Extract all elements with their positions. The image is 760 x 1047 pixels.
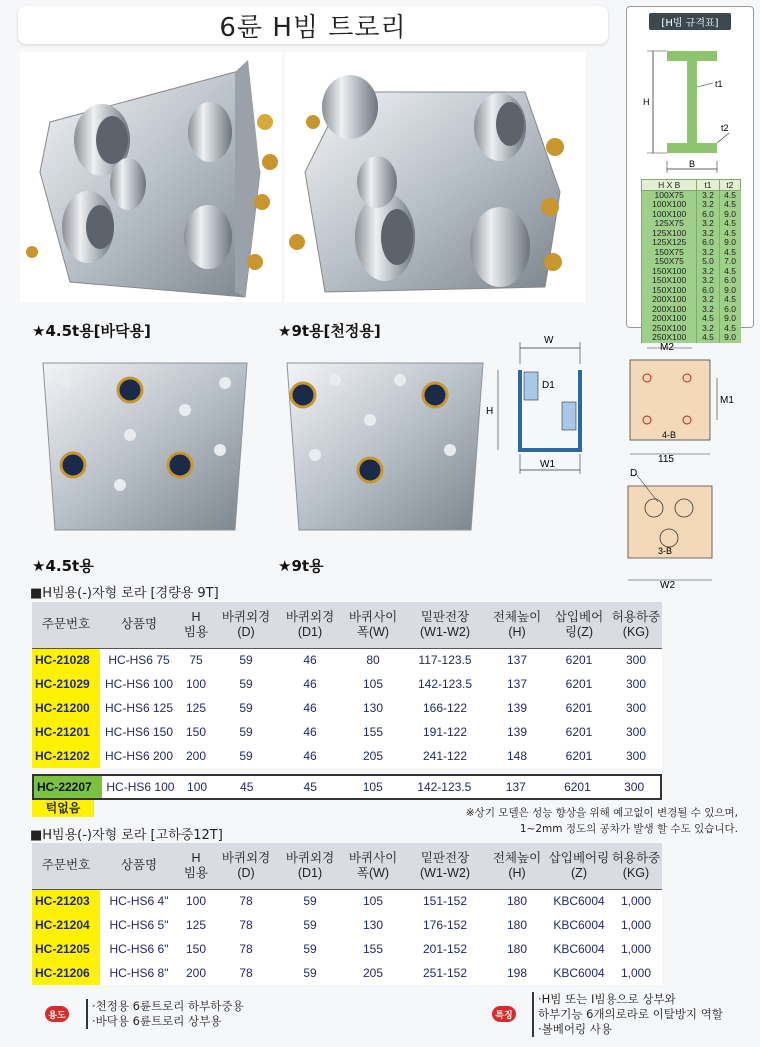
table-cell: 59 bbox=[239, 677, 253, 691]
table-cell: 59 bbox=[239, 749, 253, 763]
table-cell: 139 bbox=[506, 725, 528, 739]
table-cell: 46 bbox=[303, 749, 317, 763]
spec-cell: 3.2 bbox=[697, 229, 719, 239]
table1-note bbox=[466, 805, 738, 837]
table-cell: 201-152 bbox=[422, 942, 468, 956]
spec-cell: 4.5 bbox=[697, 314, 719, 324]
table-cell: 78 bbox=[239, 966, 253, 980]
spec-cell: 7.0 bbox=[719, 257, 740, 267]
table-cell: 251-152 bbox=[422, 966, 468, 980]
table-cell: 45 bbox=[303, 780, 317, 794]
table-cell: 59 bbox=[239, 653, 253, 668]
feature-badge: 특징 bbox=[492, 1006, 516, 1022]
page-title: 6륜 H빔 트로리 bbox=[219, 12, 407, 43]
table-cell: 300 bbox=[624, 780, 645, 794]
spec-cell: 200X100 bbox=[642, 314, 697, 324]
dim-label-d: D bbox=[630, 468, 638, 479]
column-header-line: (KG) bbox=[622, 865, 650, 880]
table-cell: 150 bbox=[185, 725, 207, 739]
table-row bbox=[32, 961, 662, 985]
table-cell: HC-HS6 75 bbox=[108, 653, 170, 668]
dim-label-h: H bbox=[486, 406, 494, 417]
table-cell: 1,000 bbox=[620, 942, 652, 956]
table-cell: 6201 bbox=[565, 677, 593, 691]
column-header-line: (W1-W2) bbox=[420, 865, 470, 880]
plate-dimension-diagram bbox=[612, 340, 747, 465]
column-header-line: 전체높이 bbox=[492, 850, 542, 865]
column-header bbox=[100, 602, 178, 648]
table-cell: 205 bbox=[362, 966, 384, 980]
order-number: HC-21201 bbox=[32, 720, 100, 744]
column-header bbox=[278, 602, 342, 648]
column-header-line: 상품명 bbox=[120, 617, 158, 632]
table-cell: 151-152 bbox=[422, 894, 468, 909]
spec-cell: 125X75 bbox=[642, 219, 697, 229]
h-beam-spec-table bbox=[641, 179, 741, 343]
table-cell: 300 bbox=[625, 701, 647, 715]
dim-label-w1: W1 bbox=[540, 459, 555, 470]
usage-line-2: ·바닥용 6륜트로리 상부용 bbox=[92, 1014, 222, 1028]
side-dimension-diagram bbox=[480, 330, 608, 475]
order-number: HC-21202 bbox=[32, 744, 100, 768]
table-cell: 198 bbox=[506, 966, 528, 980]
spec-cell: 100X100 bbox=[642, 210, 697, 220]
caption-plate-9t: ★9t용 bbox=[278, 557, 324, 575]
table-cell: HC-HS6 100 bbox=[104, 677, 174, 691]
table-cell: 176-152 bbox=[422, 918, 468, 932]
special-row-wrap bbox=[32, 774, 662, 800]
table-cell: 191-122 bbox=[422, 725, 468, 739]
column-header bbox=[342, 602, 404, 648]
table-cell: 59 bbox=[239, 725, 253, 739]
column-header-line: 밑판전장 bbox=[420, 609, 470, 624]
spec-cell: 150X75 bbox=[642, 248, 697, 258]
order-number: HC-21200 bbox=[32, 696, 100, 720]
table-cell: 300 bbox=[625, 749, 647, 763]
table-cell: 200 bbox=[185, 749, 207, 763]
table-cell: 130 bbox=[362, 701, 384, 715]
column-header-line: 주문번호 bbox=[41, 617, 91, 632]
column-header-line: (D1) bbox=[297, 865, 323, 880]
table-cell: 142-123.5 bbox=[417, 677, 473, 691]
column-header-line: 전체높이 bbox=[492, 609, 542, 624]
table-cell: 125 bbox=[185, 918, 207, 932]
spec-cell: 100X75 bbox=[642, 191, 697, 201]
column-header-line: 링(Z) bbox=[564, 624, 594, 639]
table-cell: KBC6004 bbox=[553, 942, 605, 956]
h-beam-section-icon bbox=[633, 37, 749, 177]
spec-column-header: H X B bbox=[642, 180, 697, 191]
spec-cell: 125X125 bbox=[642, 238, 697, 248]
plate2-dimension-diagram bbox=[614, 468, 744, 590]
usage-line-1: ·천정용 6륜트로리 하부하중용 bbox=[92, 999, 244, 1013]
column-header bbox=[610, 843, 662, 889]
column-header bbox=[178, 843, 214, 889]
spec-cell: 9.0 bbox=[719, 210, 740, 220]
spec-cell: 250X100 bbox=[642, 324, 697, 334]
dim-label-3b: 3-B bbox=[658, 546, 673, 556]
feature-line-2: 하부기능 6개의로라로 이탈방지 역할 bbox=[538, 1007, 723, 1021]
order-number: HC-21206 bbox=[32, 961, 100, 985]
spec-cell: 3.2 bbox=[697, 248, 719, 258]
table-cell: 75 bbox=[189, 653, 203, 668]
table-cell: 180 bbox=[506, 894, 528, 909]
product-photo-ceiling bbox=[285, 52, 585, 302]
table-cell: HC-HS6 100 bbox=[106, 780, 175, 794]
table-row bbox=[32, 913, 662, 937]
table-cell: 105 bbox=[362, 677, 384, 691]
column-header-line: (D1) bbox=[297, 624, 323, 639]
spec-cell: 4.5 bbox=[719, 295, 740, 305]
product-photo-floor bbox=[20, 52, 282, 302]
spec-cell: 3.2 bbox=[697, 305, 719, 315]
spec-cell: 3.2 bbox=[697, 267, 719, 277]
table-row bbox=[32, 696, 662, 720]
feature-line-3: ·볼베어링 사용 bbox=[538, 1022, 612, 1036]
spec-label-h: H bbox=[643, 97, 650, 107]
table-row bbox=[32, 720, 662, 744]
table-cell: 155 bbox=[362, 725, 384, 739]
plate-photo-9t bbox=[275, 355, 495, 535]
note-line-1: ※상기 모델은 성능 향상을 위해 예고없이 변경될 수 있으며, bbox=[465, 807, 738, 819]
table-cell: 59 bbox=[303, 918, 317, 932]
table-cell: 300 bbox=[625, 725, 647, 739]
column-header-line: 바퀴사이 bbox=[348, 609, 398, 624]
table-cell: 139 bbox=[506, 701, 528, 715]
table-cell: HC-HS6 150 bbox=[104, 725, 174, 739]
column-header bbox=[404, 602, 486, 648]
table-cell: 142-123.5 bbox=[417, 780, 472, 794]
table-cell: 78 bbox=[239, 918, 253, 932]
table-cell: 6201 bbox=[565, 653, 593, 668]
heavy-duty-roller-table bbox=[32, 843, 662, 985]
table-cell: 150 bbox=[185, 942, 207, 956]
spec-cell: 3.2 bbox=[697, 191, 719, 201]
column-header-line: 빔용 bbox=[183, 624, 209, 639]
table-cell: 80 bbox=[366, 653, 380, 668]
column-header-line: (D) bbox=[237, 624, 255, 639]
column-header-line: 삽입베어 bbox=[554, 609, 604, 624]
no-lip-label: 턱없음 bbox=[32, 800, 94, 817]
table-cell: 130 bbox=[362, 918, 384, 932]
dim-label-m2: M2 bbox=[660, 342, 674, 353]
feature-text bbox=[532, 992, 723, 1037]
column-header-line: (H) bbox=[508, 624, 526, 639]
spec-cell: 4.5 bbox=[697, 333, 719, 343]
table-cell: 46 bbox=[303, 653, 317, 668]
table-cell: KBC6004 bbox=[553, 894, 605, 909]
table-cell: 105 bbox=[362, 780, 383, 794]
column-header-line: (H) bbox=[508, 865, 526, 880]
spec-cell: 150X75 bbox=[642, 257, 697, 267]
plate-photo-45t bbox=[35, 355, 255, 535]
spec-cell: 5.0 bbox=[697, 257, 719, 267]
column-header bbox=[548, 602, 610, 648]
spec-label-t1: t1 bbox=[715, 79, 723, 89]
table-cell: 78 bbox=[239, 942, 253, 956]
table-cell: 205 bbox=[362, 749, 384, 763]
column-header-line: 주문번호 bbox=[41, 858, 91, 873]
column-header-line: 밑판전장 bbox=[420, 850, 470, 865]
column-header-line: (KG) bbox=[622, 624, 650, 639]
spec-cell: 200X100 bbox=[642, 305, 697, 315]
column-header-line: 상품명 bbox=[120, 858, 158, 873]
column-header bbox=[32, 843, 100, 889]
column-header bbox=[486, 602, 548, 648]
table-row bbox=[34, 776, 660, 798]
table-cell: HC-HS6 5" bbox=[109, 918, 169, 932]
spec-cell: 150X100 bbox=[642, 276, 697, 286]
column-header bbox=[100, 843, 178, 889]
table-cell: 78 bbox=[239, 894, 253, 909]
column-header-line: 폭(W) bbox=[356, 624, 390, 639]
order-number: HC-21203 bbox=[32, 889, 100, 913]
table-cell: KBC6004 bbox=[553, 966, 605, 980]
table-cell: KBC6004 bbox=[553, 918, 605, 932]
table-cell: 148 bbox=[506, 749, 528, 763]
spec-cell: 9.0 bbox=[719, 314, 740, 324]
column-header bbox=[214, 843, 278, 889]
table-cell: 300 bbox=[625, 653, 647, 668]
spec-cell: 4.5 bbox=[719, 219, 740, 229]
column-header bbox=[178, 602, 214, 648]
column-header-line: 바퀴외경 bbox=[285, 609, 335, 624]
note-line-2: 1~2mm 정도의 공차가 발생 할 수도 있습니다. bbox=[519, 823, 738, 835]
column-header-line: H bbox=[191, 609, 201, 624]
spec-cell: 4.5 bbox=[719, 229, 740, 239]
table-cell: 100 bbox=[187, 780, 208, 794]
column-header-line: 허용하중 bbox=[611, 850, 661, 865]
spec-cell: 3.2 bbox=[697, 276, 719, 286]
table-cell: 105 bbox=[362, 894, 384, 909]
column-header-line: (W1-W2) bbox=[420, 624, 470, 639]
spec-label-b: B bbox=[689, 159, 696, 169]
spec-cell: 125X100 bbox=[642, 229, 697, 239]
spec-cell: 6.0 bbox=[719, 305, 740, 315]
table-cell: HC-HS6 125 bbox=[104, 701, 174, 715]
table-cell: 59 bbox=[303, 894, 317, 909]
light-duty-roller-table bbox=[32, 602, 662, 768]
table-cell: HC-HS6 200 bbox=[104, 749, 174, 763]
table-row bbox=[32, 672, 662, 696]
table-cell: 125 bbox=[185, 701, 207, 715]
spec-cell: 6.0 bbox=[697, 286, 719, 296]
order-number: HC-21204 bbox=[32, 913, 100, 937]
spec-cell: 6.0 bbox=[719, 276, 740, 286]
table-cell: 59 bbox=[239, 701, 253, 715]
table-cell: 46 bbox=[303, 725, 317, 739]
caption-plate-45t: ★4.5t용 bbox=[32, 557, 94, 575]
table-cell: 180 bbox=[506, 942, 528, 956]
column-header-line: 바퀴외경 bbox=[221, 609, 271, 624]
table-cell: 1,000 bbox=[620, 894, 652, 909]
spec-label-t2: t2 bbox=[721, 123, 729, 133]
caption-floor-type: ★4.5t용[바닥용] bbox=[32, 322, 151, 340]
spec-cell: 9.0 bbox=[719, 238, 740, 248]
order-number: HC-21029 bbox=[32, 672, 100, 696]
table-cell: HC-HS6 4" bbox=[109, 894, 169, 909]
table-cell: 46 bbox=[303, 701, 317, 715]
spec-column-header: t2 bbox=[719, 180, 740, 191]
table-cell: 117-123.5 bbox=[418, 653, 472, 668]
table-cell: 6201 bbox=[565, 701, 593, 715]
page-title-bar bbox=[18, 6, 608, 44]
spec-cell: 9.0 bbox=[719, 286, 740, 296]
column-header-line: (Z) bbox=[571, 865, 587, 880]
spec-cell: 9.0 bbox=[719, 333, 740, 343]
spec-cell: 3.2 bbox=[697, 324, 719, 334]
h-beam-spec-panel bbox=[626, 6, 754, 343]
table-cell: 155 bbox=[362, 942, 384, 956]
spec-cell: 4.5 bbox=[719, 191, 740, 201]
usage-badge: 용도 bbox=[45, 1006, 69, 1022]
column-header-line: (D) bbox=[237, 865, 255, 880]
column-header-line: H bbox=[191, 850, 201, 865]
table-cell: HC-HS6 8" bbox=[109, 966, 169, 980]
column-header bbox=[278, 843, 342, 889]
spec-cell: 3.2 bbox=[697, 295, 719, 305]
table-cell: 1,000 bbox=[620, 966, 652, 980]
table-cell: 1,000 bbox=[620, 918, 652, 932]
table2-title: ■H빔용(-)자형 로라 [고하중12T] bbox=[30, 828, 223, 843]
table-cell: 59 bbox=[303, 966, 317, 980]
table-cell: 166-122 bbox=[422, 701, 468, 715]
dim-label-4b: 4-B bbox=[662, 430, 677, 440]
spec-cell: 100X100 bbox=[642, 200, 697, 210]
dim-label-115: 115 bbox=[658, 454, 674, 465]
table-cell: 59 bbox=[303, 942, 317, 956]
table-cell: 300 bbox=[625, 677, 647, 691]
dim-label-d1: D1 bbox=[542, 380, 555, 391]
spec-cell: 150X100 bbox=[642, 267, 697, 277]
spec-cell: 200X100 bbox=[642, 295, 697, 305]
spec-cell: 3.2 bbox=[697, 200, 719, 210]
table-cell: 137 bbox=[506, 653, 528, 668]
table-cell: HC-HS6 6" bbox=[109, 942, 169, 956]
order-number: HC-21028 bbox=[32, 648, 100, 672]
table-cell: 180 bbox=[506, 918, 528, 932]
table-cell: 6201 bbox=[564, 780, 591, 794]
spec-cell: 6.0 bbox=[697, 238, 719, 248]
caption-ceiling-type: ★9t용[천정용] bbox=[278, 322, 381, 340]
column-header bbox=[486, 843, 548, 889]
column-header bbox=[548, 843, 610, 889]
column-header-line: 바퀴사이 bbox=[348, 850, 398, 865]
table-row bbox=[32, 744, 662, 768]
dim-label-m1: M1 bbox=[720, 395, 734, 406]
column-header-line: 폭(W) bbox=[356, 865, 390, 880]
column-header-line: 빔용 bbox=[183, 865, 209, 880]
table-cell: 45 bbox=[240, 780, 254, 794]
column-header bbox=[610, 602, 662, 648]
spec-cell: 4.5 bbox=[719, 267, 740, 277]
table-row bbox=[32, 889, 662, 913]
column-header bbox=[342, 843, 404, 889]
order-number: HC-22207 bbox=[34, 776, 102, 798]
column-header bbox=[404, 843, 486, 889]
usage-text bbox=[86, 999, 244, 1029]
column-header bbox=[214, 602, 278, 648]
table-cell: 137 bbox=[506, 677, 528, 691]
spec-cell: 4.5 bbox=[719, 324, 740, 334]
spec-cell: 3.2 bbox=[697, 219, 719, 229]
column-header-line: 바퀴외경 bbox=[285, 850, 335, 865]
column-header bbox=[32, 602, 100, 648]
table-cell: 46 bbox=[303, 677, 317, 691]
spec-heading: [H빔 규격표] bbox=[649, 13, 731, 30]
table-cell: 6201 bbox=[565, 725, 593, 739]
spec-cell: 4.5 bbox=[719, 248, 740, 258]
table-row bbox=[32, 937, 662, 961]
table-cell: 100 bbox=[185, 677, 207, 691]
feature-line-1: ·H빔 또는 I빔용으로 상부와 bbox=[538, 992, 676, 1006]
column-header-line: 삽입베어링 bbox=[548, 850, 610, 865]
column-header-line: 바퀴외경 bbox=[221, 850, 271, 865]
table1-title: ■H빔용(-)자형 로라 [경량용 9T] bbox=[30, 586, 219, 601]
dim-label-w2: W2 bbox=[660, 580, 675, 590]
table-cell: 137 bbox=[505, 780, 526, 794]
table-cell: 200 bbox=[185, 966, 207, 980]
table-cell: 241-122 bbox=[422, 749, 468, 763]
table-row bbox=[32, 648, 662, 672]
spec-cell: 150X100 bbox=[642, 286, 697, 296]
table-cell: 6201 bbox=[565, 749, 593, 763]
spec-cell: 250X100 bbox=[642, 333, 697, 343]
table-cell: 100 bbox=[185, 894, 207, 909]
spec-column-header: t1 bbox=[697, 180, 719, 191]
order-number: HC-21205 bbox=[32, 937, 100, 961]
spec-cell: 6.0 bbox=[697, 210, 719, 220]
spec-cell: 4.5 bbox=[719, 200, 740, 210]
dim-label-w: W bbox=[544, 335, 554, 346]
column-header-line: 허용하중 bbox=[611, 609, 661, 624]
